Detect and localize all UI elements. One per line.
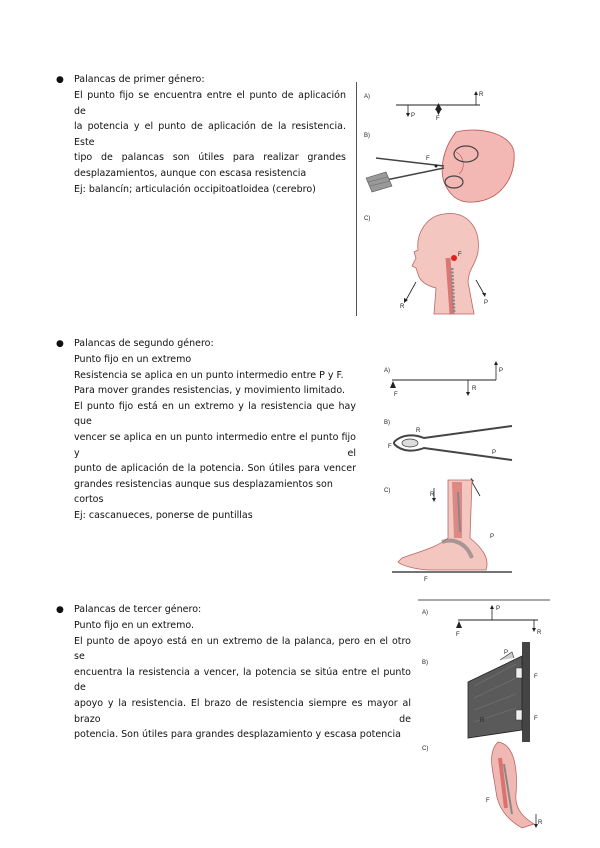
paragraph-line: vencer se aplica en un punto intermedio entre el punto fijo y el bbox=[74, 431, 356, 459]
figure-second-class-lever bbox=[362, 352, 522, 584]
paragraph-line: Punto fijo en un extremo. bbox=[74, 620, 195, 631]
label-f: F bbox=[394, 392, 398, 398]
label-p: P bbox=[496, 606, 501, 612]
label-f: F bbox=[436, 116, 440, 122]
label-p: P bbox=[492, 450, 497, 456]
label-r: R bbox=[400, 304, 405, 310]
section-title: Palancas de tercer género: bbox=[74, 604, 202, 615]
paragraph-line: apoyo y la resistencia. El brazo de resistencia siempre es mayor al brazo de bbox=[74, 697, 411, 725]
paragraph-line: tipo de palancas son útiles para realizar grandes bbox=[74, 152, 346, 164]
label-p: P bbox=[490, 534, 495, 540]
label-b: B) bbox=[384, 420, 390, 426]
label-c: C) bbox=[422, 746, 429, 752]
bullet: ● bbox=[56, 75, 64, 85]
label-c: C) bbox=[384, 488, 391, 494]
label-f: F bbox=[426, 156, 430, 162]
figure-third-class-lever bbox=[418, 598, 550, 834]
label-c: C) bbox=[364, 216, 371, 222]
label-f: F bbox=[486, 798, 490, 804]
label-p: P bbox=[504, 650, 509, 656]
label-r: R bbox=[416, 428, 421, 434]
label-f: F bbox=[534, 716, 538, 722]
section-paragraph bbox=[74, 88, 346, 197]
section-title: Palancas de primer género: bbox=[74, 74, 205, 85]
label-f: F bbox=[458, 252, 462, 258]
lever-illustration bbox=[362, 352, 522, 584]
paragraph-line: Resistencia se aplica en un punto intermedio entre P y F. bbox=[74, 369, 344, 381]
label-p: P bbox=[411, 113, 416, 119]
label-r: R bbox=[537, 630, 542, 636]
section-second-class-lever bbox=[56, 336, 356, 524]
label-p: P bbox=[499, 368, 504, 374]
label-r: R bbox=[430, 492, 435, 498]
section-third-class-lever bbox=[56, 602, 411, 743]
paragraph-line: Para mover grandes resistencias, y movimiento limitado. bbox=[74, 385, 345, 397]
paragraph-line: grandes resistencias aunque sus desplazamientos son cortos bbox=[74, 478, 333, 506]
bullet: ● bbox=[56, 605, 64, 615]
label-b: B) bbox=[422, 660, 428, 666]
label-r: R bbox=[479, 92, 484, 98]
paragraph-line: punto de aplicación de la potencia. Son útiles para vencer bbox=[74, 463, 356, 475]
label-b: B) bbox=[364, 133, 370, 139]
label-f: F bbox=[424, 577, 428, 583]
label-f: F bbox=[534, 674, 538, 680]
paragraph-line: Punto fijo en un extremo bbox=[74, 354, 192, 365]
label-a: A) bbox=[364, 94, 370, 100]
label-r: R bbox=[472, 386, 477, 392]
paragraph-line: Ej: cascanueces, ponerse de puntillas bbox=[74, 509, 253, 521]
section-title: Palancas de segundo género: bbox=[74, 338, 214, 349]
paragraph-line: El punto fijo está en un extremo y la resistencia que hay que bbox=[74, 400, 356, 428]
label-a: A) bbox=[384, 368, 390, 374]
paragraph-line: potencia. Son útiles para grandes desplazamiento y escasa potencia bbox=[74, 729, 401, 741]
label-r: R bbox=[538, 820, 543, 826]
paragraph-line: desplazamientos, aunque con escasa resistencia bbox=[74, 167, 307, 179]
paragraph-line: El punto fijo se encuentra entre el punto de aplicación de bbox=[74, 90, 346, 117]
paragraph-line: encuentra la resistencia a vencer, la potencia se sitúa entre el punto de bbox=[74, 666, 411, 694]
label-f: F bbox=[388, 444, 392, 450]
label-f: F bbox=[456, 632, 460, 638]
label-r: R bbox=[480, 718, 485, 724]
bullet: ● bbox=[56, 339, 64, 349]
lever-illustration bbox=[418, 598, 550, 834]
section-paragraph bbox=[74, 352, 356, 524]
paragraph-line: Ej: balancín; articulación occipitoatloidea (cerebro) bbox=[74, 183, 316, 195]
section-first-class-lever bbox=[56, 72, 346, 197]
paragraph-line: la potencia y el punto de aplicación de la resistencia. Este bbox=[74, 121, 346, 148]
label-p: P bbox=[484, 300, 489, 306]
label-a: A) bbox=[422, 610, 428, 616]
section-paragraph bbox=[74, 618, 411, 743]
paragraph-line: El punto de apoyo está en un extremo de la palanca, pero en el otro se bbox=[74, 635, 411, 663]
figure-first-class-lever bbox=[356, 82, 516, 316]
lever-illustration bbox=[356, 82, 516, 316]
